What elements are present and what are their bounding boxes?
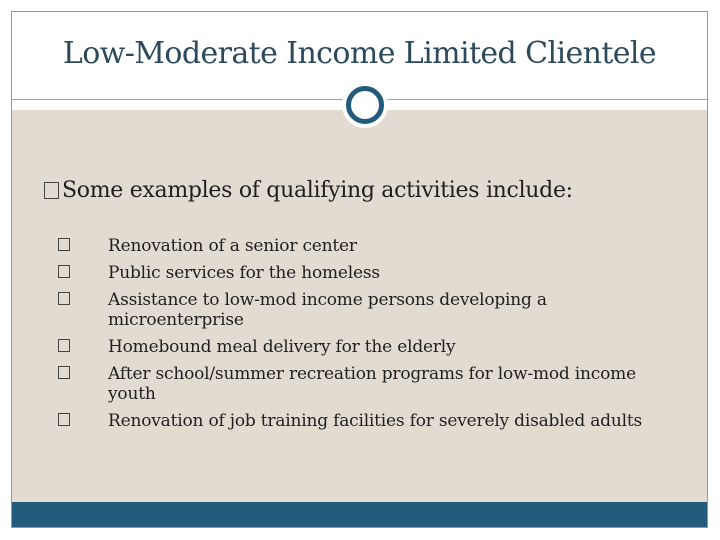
list-item-text: After school/summer recreation programs for low-mod income youth <box>108 364 636 404</box>
list-item <box>58 263 678 283</box>
list-item <box>58 364 678 404</box>
square-bullet-icon <box>44 182 59 199</box>
slide-frame <box>11 11 708 528</box>
square-bullet-icon <box>58 238 70 251</box>
list-item <box>58 411 678 431</box>
main-bullet-text: Some examples of qualifying activities include: <box>62 178 573 203</box>
list-item-text: Public services for the homeless <box>108 263 380 283</box>
list-item-text: Homebound meal delivery for the elderly <box>108 337 456 357</box>
footer-band <box>12 502 707 528</box>
list-item-text: Assistance to low-mod income persons developing a microenterprise <box>108 290 547 330</box>
list-item-text: Renovation of a senior center <box>108 236 357 256</box>
square-bullet-icon <box>58 265 70 278</box>
square-bullet-icon <box>58 413 70 426</box>
square-bullet-icon <box>58 366 70 379</box>
square-bullet-icon <box>58 292 70 305</box>
main-bullet <box>44 178 573 203</box>
sub-bullet-list <box>58 236 678 438</box>
list-item <box>58 337 678 357</box>
square-bullet-icon <box>58 339 70 352</box>
circle-ring-icon <box>346 86 384 124</box>
list-item <box>58 236 678 256</box>
list-item <box>58 290 678 330</box>
list-item-text: Renovation of job training facilities for severely disabled adults <box>108 411 642 431</box>
slide-title: Low-Moderate Income Limited Clientele <box>62 36 657 71</box>
